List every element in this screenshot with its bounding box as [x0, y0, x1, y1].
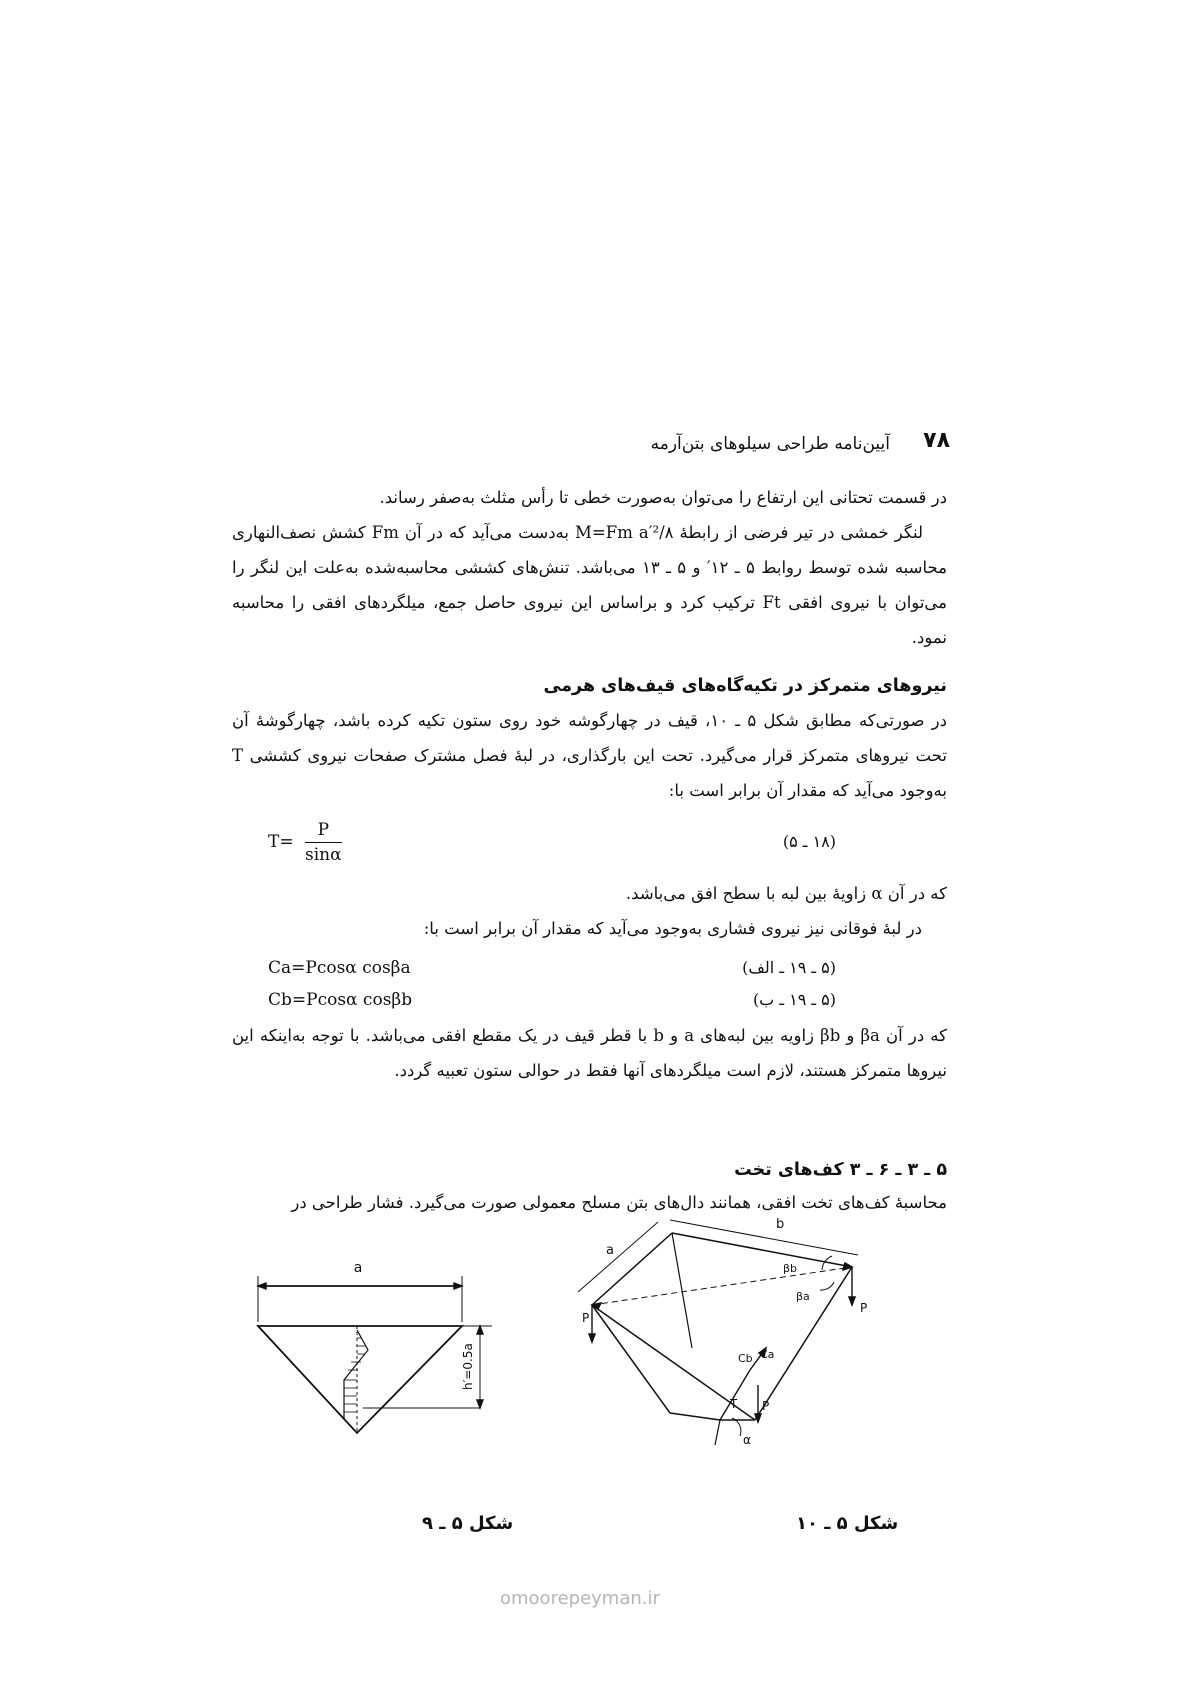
label-a: a [606, 1243, 614, 1258]
fraction-numerator: P [305, 820, 342, 843]
text-block-alpha [232, 876, 947, 911]
label-h: h′=0.5a [461, 1343, 475, 1390]
paragraph: که در آن α زاویهٔ بین لبه با سطح افق می‌باشد. [625, 884, 947, 903]
angle-arc [820, 1282, 834, 1290]
figure-5-9 [258, 1276, 492, 1433]
watermark-url: omoorepeyman.ir [500, 1588, 660, 1609]
text-block-beta [232, 1018, 947, 1088]
equation-number: (۵ ـ ۱۹ ـ الف) [742, 958, 836, 977]
paragraph: در لبهٔ فوقانی نیز نیروی فشاری به‌وجود می‌آید که مقدار آن برابر است با: [423, 919, 922, 938]
edge [672, 1233, 692, 1348]
text-block-flat-floors [232, 1185, 947, 1220]
edge [592, 1305, 670, 1413]
edge [715, 1420, 720, 1445]
label-P: P [582, 1311, 590, 1325]
label-alpha: α [743, 1433, 751, 1447]
figure-caption-5-10: شکل ۵ ـ ۱۰ [796, 1513, 899, 1534]
text-block-section1 [232, 703, 947, 808]
label-P: P [860, 1301, 868, 1315]
label-a: a [353, 1260, 363, 1276]
diagonal [592, 1267, 852, 1305]
equation-19a: Ca=Pcosα cosβa [268, 958, 411, 978]
pressure-diagram [344, 1330, 368, 1420]
label-beta-b: βb [783, 1262, 798, 1275]
fraction-denominator: sinα [305, 845, 342, 865]
running-head [300, 428, 950, 462]
paragraph: محاسبهٔ کف‌های تخت افقی، همانند دال‌های بتن مسلح معمولی صورت می‌گیرد. فشار طراحی در [291, 1193, 947, 1212]
paragraph: لنگر خمشی در تیر فرضی از رابطهٔ M=Fm a′²/۸ به‌دست می‌آید که در آن Fm کشش نصف‌النهاری محاسبه شده توسط روابط ۵ ـ ۱۲′ و ۵ ـ ۱۳ می‌باشد. تنش‌های کششی محاسبه‌شده به‌علت این لنگر را می‌توان با نیروی افقی Ft ترکیب کرد و براساس این نیروی حاصل جمع، میلگردهای افقی را محاسبه نمود. [232, 523, 947, 647]
label-Cb: Cb [738, 1352, 753, 1365]
page-number: ۷۸ [923, 428, 950, 453]
edge [670, 1413, 720, 1420]
label-beta-a: βa [796, 1290, 810, 1303]
paragraph: در قسمت تحتانی این ارتفاع را می‌توان به‌صورت خطی تا رأس مثلث به‌صفر رساند. [379, 488, 947, 507]
figures-svg [240, 1217, 940, 1530]
paragraph: در صورتی‌که مطابق شکل ۵ ـ ۱۰، قیف در چهارگوشه خود روی ستون تکیه کرده باشد، چهارگوشهٔ آن تحت نیروهای متمرکز قرار می‌گیرد. تحت این بارگذاری، در لبهٔ فصل مشترک صفحات نیروی کششی T به‌وجود می‌آید که مقدار آن برابر است با: [232, 711, 947, 800]
label-T: T [730, 1397, 738, 1411]
equation-number: (۵ ـ ۱۹ ـ ب) [752, 990, 836, 1009]
figure-caption-5-9: شکل ۵ ـ ۹ [422, 1513, 514, 1534]
label-P: P [762, 1399, 770, 1413]
equation-number: (۱۸ ـ ۵) [782, 832, 836, 851]
hopper-section [258, 1326, 462, 1433]
arrowheads [589, 1263, 855, 1422]
text-block-intro [232, 480, 947, 655]
label-b: b [776, 1217, 785, 1232]
equation-19b: Cb=Pcosα cosβb [268, 990, 413, 1010]
book-title: آیین‌نامه طراحی سیلوهای بتن‌آرمه [650, 434, 890, 454]
figure-5-10 [578, 1220, 858, 1445]
section-heading: نیروهای متمرکز در تکیه‌گاه‌های قیف‌های هرمی [543, 676, 947, 696]
text-block-compression [232, 911, 922, 946]
fraction [305, 820, 342, 865]
equation-18 [268, 820, 342, 865]
label-Ca: Ca [760, 1348, 775, 1361]
section-heading: ۵ ـ ۳ ـ ۶ ـ ۳ کف‌های تخت [734, 1160, 947, 1180]
paragraph: که در آن βa و βb زاویه بین لبه‌های a و b با قطر قیف در یک مقطع افقی می‌باشد. با توجه به‌اینکه این نیروها متمرکز هستند، لازم است میلگردهای آنها فقط در حوالی ستون تعبیه گردد. [232, 1026, 947, 1080]
equation-lhs: T= [268, 832, 294, 852]
